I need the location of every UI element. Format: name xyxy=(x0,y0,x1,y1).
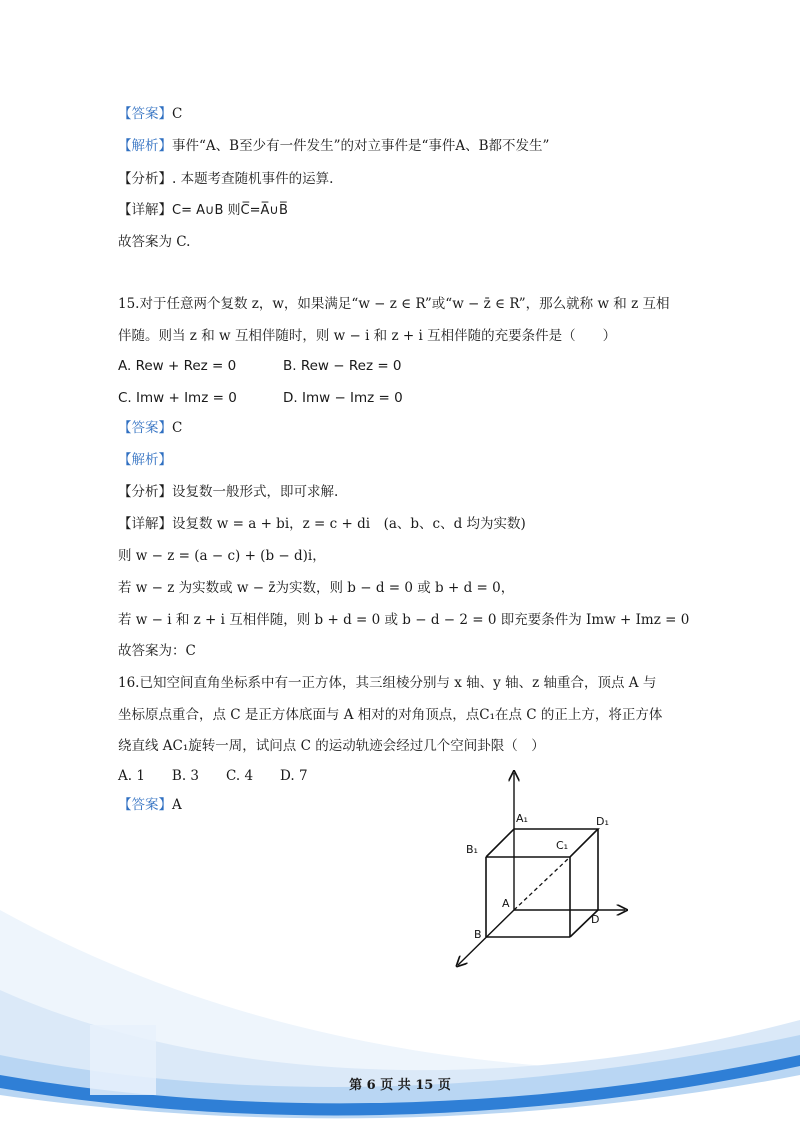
q15-option-b: B. Rew − Rez = 0 xyxy=(283,358,402,374)
q15-answer-line xyxy=(118,418,182,438)
q16-options: A. 1 B. 3 C. 4 D. 7 xyxy=(118,768,308,784)
answer-value: C xyxy=(172,106,183,122)
q15-option-c: C. Imw + Imz = 0 xyxy=(118,390,237,406)
q15-option-d: D. Imw − Imz = 0 xyxy=(283,390,403,406)
q15-line1: 则 w − z = (a − c) + (b − d)i， xyxy=(118,548,326,564)
answer-value: A xyxy=(172,797,182,813)
fenxi-tag: 【分析】 xyxy=(118,484,172,500)
q16-answer-line xyxy=(118,795,182,815)
label-d: D xyxy=(591,913,600,926)
label-a1: A₁ xyxy=(516,812,528,825)
q16-stem-line2: 坐标原点重合，点 C 是正方体底面与 A 相对的对角顶点，点C₁在点 C 的正上方，将正方体 xyxy=(118,707,663,723)
q15-fenxi-line xyxy=(118,482,338,502)
analysis-tag: 【解析】 xyxy=(118,138,172,154)
fenxi-text: 设复数一般形式，即可求解. xyxy=(172,484,339,500)
q14-fenxi-line xyxy=(118,169,333,189)
label-b1: B₁ xyxy=(466,843,478,856)
page-footer: 第 6 页 共 15 页 xyxy=(349,1078,451,1093)
answer-tag: 【答案】 xyxy=(118,106,172,122)
fenxi-text: . 本题考查随机事件的运算. xyxy=(172,171,334,187)
q15-line2: 若 w − z 为实数或 w − z̄为实数，则 b − d = 0 或 b + d = 0， xyxy=(118,580,515,596)
q15-option-a: A. Rew + Rez = 0 xyxy=(118,358,237,374)
q15-analysis-line xyxy=(118,450,172,470)
q16-stem-line1: 16.已知空间直角坐标系中有一正方体，其三组棱分别与 x 轴、y 轴、z 轴重合，顶点 A 与 xyxy=(118,675,657,691)
label-d1: D₁ xyxy=(596,815,609,828)
q14-conclusion: 故答案为 C. xyxy=(118,234,191,250)
q15-detail-line xyxy=(118,514,526,534)
detail-text: 设复数 w = a + bi，z = c + di (a、b、c、d 均为实数) xyxy=(172,516,526,532)
answer-value: C xyxy=(172,420,183,436)
q15-stem-line2: 伴随。则当 z 和 w 互相伴随时，则 w − i 和 z + i 互相伴随的充要条件是（ ） xyxy=(118,328,617,344)
q15-conclusion: 故答案为：C xyxy=(118,643,196,659)
q15-stem-line1: 15.对于任意两个复数 z，w，如果满足“w − z ∈ R”或“w − z̄ ∈ R”，那么就称 w 和 z 互相 xyxy=(118,296,670,312)
q14-answer-line xyxy=(118,104,182,124)
label-c1: C₁ xyxy=(556,839,569,852)
q14-analysis-line xyxy=(118,136,549,156)
q16-stem-line3: 绕直线 AC₁旋转一周，试问点 C 的运动轨迹会经过几个空间卦限（ ） xyxy=(118,738,545,754)
detail-tag: 【详解】 xyxy=(118,516,172,532)
label-b: B xyxy=(474,928,482,941)
detail-tag: 【详解】 xyxy=(118,202,172,218)
cube-top-face xyxy=(486,829,598,857)
answer-tag: 【答案】 xyxy=(118,797,172,813)
q15-line3: 若 w − i 和 z + i 互相伴随，则 b + d = 0 或 b − d − 2 = 0 即充要条件为 Imw + Imz = 0 xyxy=(118,612,690,628)
detail-text: C= A∪B 则C̅=A̅∪B̅ xyxy=(172,203,288,218)
label-a: A xyxy=(502,897,510,910)
analysis-tag: 【解析】 xyxy=(118,452,172,468)
q14-detail-line xyxy=(118,200,288,221)
fenxi-tag: 【分析】 xyxy=(118,171,172,187)
answer-tag: 【答案】 xyxy=(118,420,172,436)
analysis-text: 事件“A、B至少有一件发生”的对立事件是“事件A、B都不发生” xyxy=(172,138,550,154)
